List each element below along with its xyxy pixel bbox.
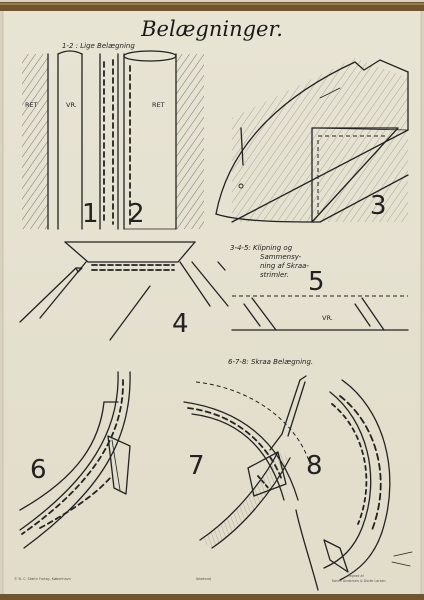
section-3-4-5-line-2: Sammensy- [260,253,302,261]
figure-number-2: 2 [128,199,145,229]
footer-publisher: © N. C. Stæhr Forlag, København [14,577,71,581]
hanging-rod-bottom [0,594,424,600]
section-1-2-caption: 1-2 : Lige Belægning [62,42,135,50]
figure-number-8: 8 [306,451,323,481]
figure-number-4: 4 [172,309,189,339]
section-3-4-5-line-3: ning af Skraa- [260,262,309,270]
figure-number-1: 1 [82,199,99,229]
figure-number-7: 7 [188,451,205,481]
label-ret-right: RET [152,101,165,109]
section-3-4-5-line-4: strimler. [260,271,289,279]
figure-number-6: 6 [30,455,47,485]
section-3-4-5-line-1: 3-4-5: Klipning og [230,244,293,252]
page-title: Belægninger. [141,17,283,41]
footer-credit-2: Karen Andersen & Dorte Larsen [332,579,386,583]
label-vr-fig5: VR. [322,314,333,322]
label-vr-left: VR. [66,101,77,109]
footer-credit-1: Tegnet af [348,574,364,578]
figure-number-3: 3 [370,191,387,221]
label-ret-left: RET [25,101,38,109]
figure-number-5: 5 [308,267,325,297]
section-6-7-8-caption: 6-7-8: Skraa Belægning. [228,358,314,366]
footer-middle: Ibladsvej [196,577,212,581]
